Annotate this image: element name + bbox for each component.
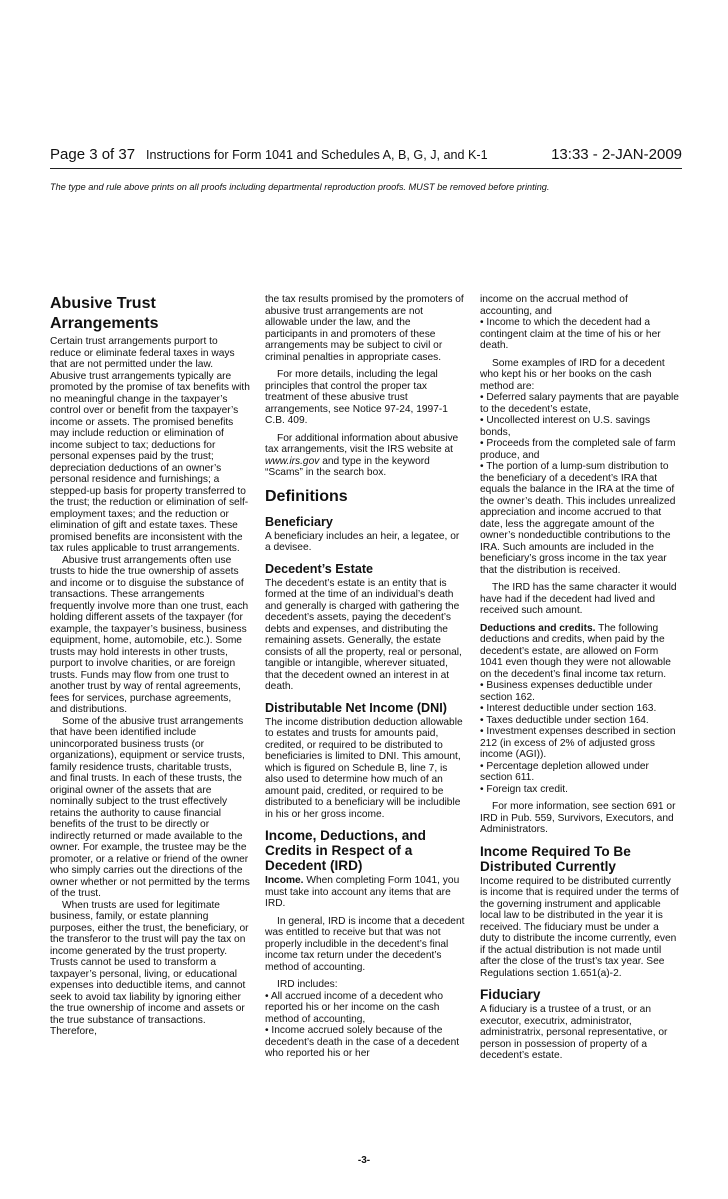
column-1 <box>50 294 250 1038</box>
heading-beneficiary: Beneficiary <box>265 514 333 529</box>
heading-ird: Income, Deductions, and Credits in Respect of a Decedent (IRD) <box>265 828 426 873</box>
heading-income-required: Income Required To Be Distributed Currently <box>480 843 631 874</box>
paragraph: The income distribution deduction allowable to estates and trusts for amounts paid, credited, or required to be distributed to beneficiaries is limited to DNI. This amount, which is figured on Schedule B, line 7, is also used to determine how much of an amount paid, credited, or required to be distributed to a beneficiary will be includible in his or her gross income. <box>265 716 463 820</box>
page-folio: -3- <box>357 1155 371 1166</box>
heading-definitions: Definitions <box>265 487 348 505</box>
column-3 <box>480 294 680 1062</box>
heading-fiduciary: Fiduciary <box>480 987 541 1002</box>
form-title: Instructions for Form 1041 and Schedules A, B, G, J, and K-1 <box>146 148 488 162</box>
text: The following deductions and credits, when paid by the decedent’s estate, are allowed on Form 1041 even though they were not allowable on the decedent’s final income tax return. <box>480 622 671 680</box>
paragraph: A beneficiary includes an heir, a legatee, or a devisee. <box>265 530 460 553</box>
list-item: • Uncollected interest on U.S. savings bonds, <box>480 415 651 438</box>
run-in-heading: Income. <box>265 875 304 886</box>
text: and type in the keyword “Scams” in the search box. <box>265 455 430 478</box>
list-item: • The portion of a lump-sum distribution to the beneficiary of a decedent’s IRA that equals the balance in the IRA at the time of the owner’s death. This includes unrealized appreciation and income accrued to that date, less the aggregate amount of the owner’s nondeductible contributions to the IRA. Such amounts are included in the beneficiary’s gross income in the tax year that the distribution is received. <box>480 461 676 576</box>
paragraph: The IRD has the same character it would have had if the decedent had lived and received such amount. <box>480 582 677 616</box>
paragraph: The decedent’s estate is an entity that is formed at the time of an individual’s death and generally is charged with gathering the decedent’s assets, paying the decedent’s debts and expenses, and distributing the remaining assets. Generally, the estate consists of all the property, real or personal, tangible or intangible, wherever situated, that the decedent owned an interest in at death. <box>265 577 462 692</box>
paragraph: For more details, including the legal principles that control the proper tax treatment of these abusive trust arrangements, see Notice 97-24, 1997-1 C.B. 409. <box>265 369 448 426</box>
paragraph <box>480 623 680 681</box>
text: For additional information about abusive tax arrangements, visit the IRS website at <box>265 432 459 455</box>
paragraph: Income required to be distributed currently is income that is required under the terms of the governing instrument and applicable local law to be distributed in the year it is received. The fiduciary must be under a duty to distribute the income currently, even if the actual distribution is not made until after the close of the trust’s tax year. See Regulations section 1.651(a)-2. <box>480 875 679 979</box>
irs-website-link[interactable]: www.irs.gov <box>265 455 320 467</box>
paragraph: the tax results promised by the promoters of abusive trust arrangements are not allowable under the law, and the participants in and promoters of these arrangements may be subject to civil or criminal penalties in appropriate cases. <box>265 294 464 363</box>
paragraph <box>265 433 465 479</box>
heading-abusive-trust: Abusive Trust Arrangements <box>50 295 159 332</box>
page-number: Page 3 of 37 <box>50 146 136 163</box>
list-item: • Deferred salary payments that are payable to the decedent’s estate, <box>480 392 679 415</box>
list-item: • Foreign tax credit. <box>480 783 568 795</box>
heading-decedents-estate: Decedent’s Estate <box>265 561 374 576</box>
paragraph: When trusts are used for legitimate business, family, or estate planning purposes, either the trust, the beneficiary, or the transferor to the trust will pay the tax on income generated by the trust property. Trusts cannot be used to transform a taxpayer’s personal, living, or educational expenses into deductible items, and cannot seek to avoid tax liability by ignoring either the true ownership of income and assets or the true substance of transactions. Therefore, <box>50 899 249 1037</box>
list-item: • Investment expenses described in section 212 (in excess of 2% of adjusted gross income (AGI)). <box>480 726 676 760</box>
list-item: • All accrued income of a decedent who reported his or her income on the cash method of accounting, <box>265 990 443 1025</box>
list-item: • Taxes deductible under section 164. <box>480 714 649 726</box>
paragraph: Certain trust arrangements purport to reduce or eliminate federal taxes in ways that are not permitted under the law. Abusive trust arrangements typically are promoted by the promise of tax benefits with no meaningful change in the taxpayer’s control over or benefit from the taxpayer’s income or assets. The promised benefits may include reduction or elimination of income subject to tax; deductions for personal expenses paid by the trust; depreciation deductions of an owner’s personal residence and furnishings; a stepped-up basis for property transferred to the trust; the reduction or elimination of self-employment taxes; and the reduction or elimination of gift and estate taxes. These promised benefits are inconsistent with the tax rules applicable to trust arrangements. <box>50 336 250 554</box>
paragraph: A fiduciary is a trustee of a trust, or an executor, executrix, administrator, administratrix, personal representative, or person in possession of property of a decedent’s estate. <box>480 1004 668 1061</box>
paragraph: Some examples of IRD for a decedent who kept his or her books on the cash method are: <box>480 357 665 392</box>
list-item: • Business expenses deductible under section 162. <box>480 680 653 703</box>
column-2 <box>265 294 465 1060</box>
paragraph: income on the accrual method of accounting, and <box>480 294 628 317</box>
list-item: • Interest deductible under section 163. <box>480 703 657 714</box>
paragraph: For more information, see section 691 or IRD in Pub. 559, Survivors, Executors, and Administrators. <box>480 801 676 835</box>
header-rule <box>50 168 682 169</box>
timestamp: 13:33 - 2-JAN-2009 <box>551 146 682 163</box>
text: When completing Form 1041, you must take into account any items that are IRD. <box>265 875 460 909</box>
list-item: • Income to which the decedent had a contingent claim at the time of his or her death. <box>480 317 661 351</box>
paragraph: Abusive trust arrangements often use trusts to hide the true ownership of assets and income or to disguise the substance of transactions. These arrangements frequently involve more than one trust, each holding different assets of the taxpayer (for example, the taxpayer’s business, business equipment, home, automobile, etc.). Some trusts may hold interests in other trusts, purport to involve charities, or are foreign trusts. Funds may flow from one trust to another trust by way of rental agreements, fees for services, purchase agreements, and distributions. <box>50 554 249 715</box>
list-item: • Proceeds from the completed sale of farm produce, and <box>480 438 676 461</box>
proof-note: The type and rule above prints on all proofs including departmental reproduction proofs. MUST be removed before printing. <box>50 182 550 192</box>
heading-dni: Distributable Net Income (DNI) <box>265 700 447 715</box>
run-in-heading: Deductions and credits. <box>480 622 596 634</box>
list-item: • Income accrued solely because of the decedent’s death in the case of a decedent who reported his or her <box>265 1025 460 1059</box>
list-item: • Percentage depletion allowed under section 611. <box>480 760 649 783</box>
paragraph: IRD includes: <box>277 979 338 990</box>
paragraph: In general, IRD is income that a decedent was entitled to receive but that was not properly includible in the decedent’s final income tax return under the decedent’s method of accounting. <box>265 915 465 973</box>
paragraph: Some of the abusive trust arrangements that have been identified include unincorporated business trusts (or organizations), equipment or service trusts, family residence trusts, charitable trusts, and final trusts. In each of these trusts, the original owner of the assets that are nominally subject to the trust effectively retains the authority to cause financial benefits of the trust to be directly or indirectly returned or made available to the owner. For example, the trustee may be the promoter, or a relative or friend of the owner who simply carries out the directions of the owner whether or not permitted by the terms of the trust. <box>50 715 250 899</box>
paragraph <box>265 875 465 910</box>
running-header <box>50 146 682 168</box>
